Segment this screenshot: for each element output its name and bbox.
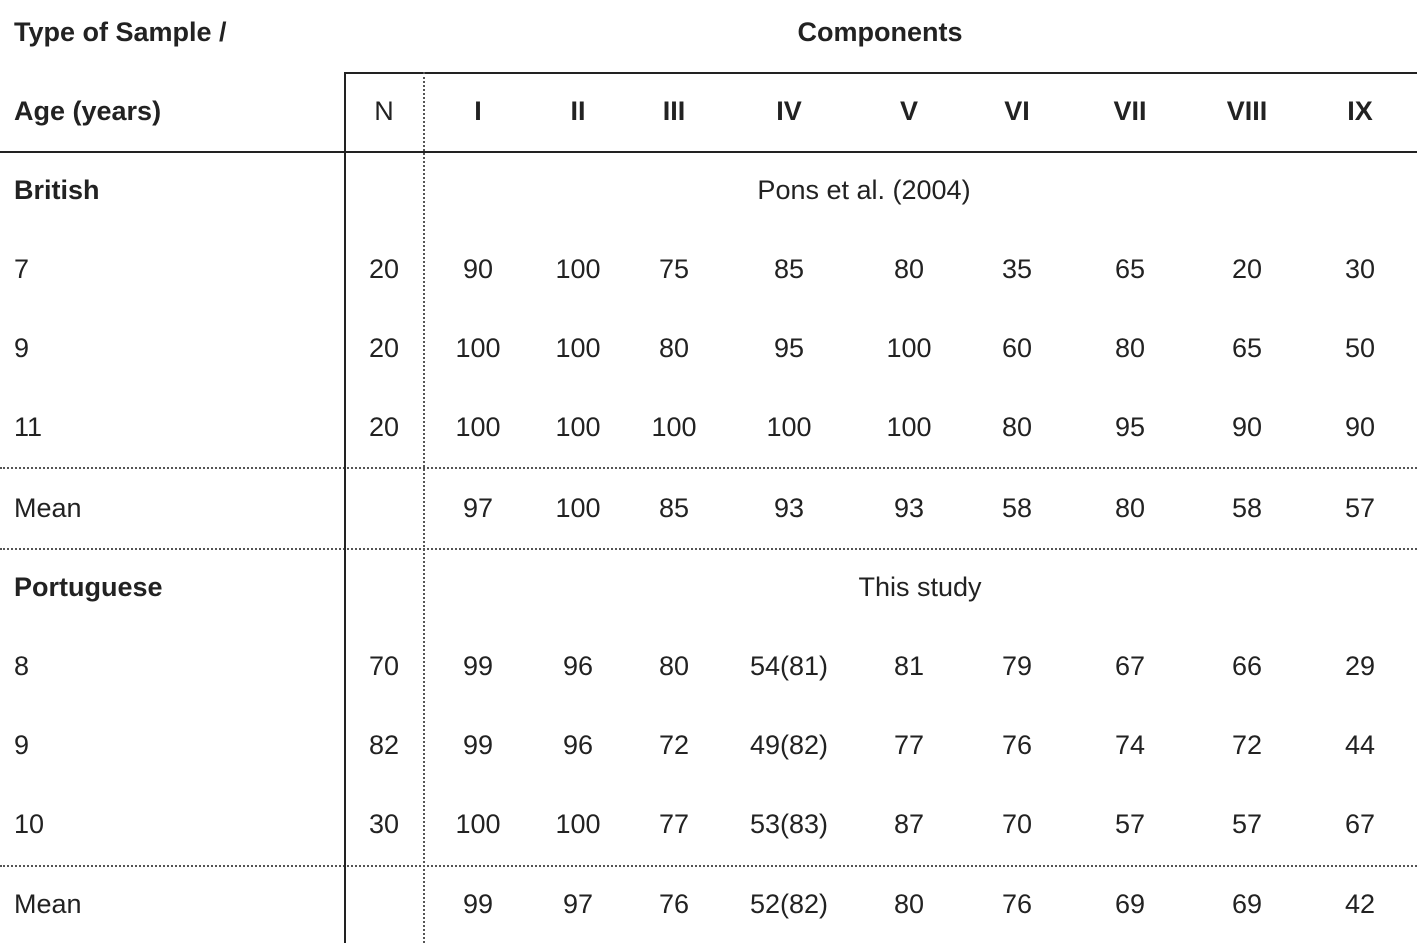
table-cell: 100 xyxy=(555,412,601,442)
table-cell: 44 xyxy=(1344,730,1376,760)
mean-cell: 76 xyxy=(1001,889,1033,919)
table-cell: 100 xyxy=(555,809,601,839)
column-header-component: VIII xyxy=(1226,96,1268,126)
column-header-n: N xyxy=(374,96,394,126)
row-age: 8 xyxy=(14,651,30,681)
mean-cell: 93 xyxy=(893,493,925,523)
table-cell: 100 xyxy=(555,333,601,363)
table-cell: 49(82) xyxy=(749,730,829,760)
table-cell: 100 xyxy=(455,809,501,839)
row-label-header-line2: Age (years) xyxy=(14,96,162,126)
mean-cell: 80 xyxy=(1114,493,1146,523)
mean-cell: 99 xyxy=(462,889,494,919)
table-cell: 80 xyxy=(893,254,925,284)
section-source: This study xyxy=(858,572,982,602)
table-cell: 90 xyxy=(1231,412,1263,442)
table-cell: 35 xyxy=(1001,254,1033,284)
section-divider xyxy=(0,548,1417,550)
row-label-column-divider xyxy=(344,72,346,943)
mean-cell: 97 xyxy=(562,889,594,919)
section-name: British xyxy=(14,175,100,205)
row-n: 20 xyxy=(368,254,400,284)
header-top-rule xyxy=(345,72,1417,74)
table-cell: 30 xyxy=(1344,254,1376,284)
row-n: 30 xyxy=(368,809,400,839)
table-cell: 65 xyxy=(1231,333,1263,363)
mean-cell: 69 xyxy=(1231,889,1263,919)
table-cell: 76 xyxy=(1001,730,1033,760)
mean-cell: 97 xyxy=(462,493,494,523)
column-header-component: IX xyxy=(1347,96,1373,126)
row-age: 9 xyxy=(14,730,30,760)
column-header-component: II xyxy=(570,96,586,126)
column-header-component: VI xyxy=(1004,96,1030,126)
table-cell: 74 xyxy=(1114,730,1146,760)
table-cell: 57 xyxy=(1114,809,1146,839)
table-cell: 80 xyxy=(658,651,690,681)
mean-cell: 58 xyxy=(1231,493,1263,523)
table-cell: 81 xyxy=(893,651,925,681)
table-cell: 99 xyxy=(462,730,494,760)
row-n: 70 xyxy=(368,651,400,681)
table-cell: 72 xyxy=(1231,730,1263,760)
table-cell: 100 xyxy=(766,412,812,442)
table-cell: 79 xyxy=(1001,651,1033,681)
header-bottom-rule xyxy=(0,151,1417,153)
table-cell: 20 xyxy=(1231,254,1263,284)
table-cell: 95 xyxy=(773,333,805,363)
mean-cell: 100 xyxy=(555,493,601,523)
table-cell: 90 xyxy=(462,254,494,284)
table-cell: 66 xyxy=(1231,651,1263,681)
row-age: 11 xyxy=(14,412,43,442)
table-cell: 100 xyxy=(455,333,501,363)
n-column-divider xyxy=(423,72,425,943)
mean-label: Mean xyxy=(14,889,82,919)
table-cell: 80 xyxy=(1001,412,1033,442)
mean-cell: 42 xyxy=(1344,889,1376,919)
table-cell: 96 xyxy=(562,730,594,760)
column-header-component: V xyxy=(899,96,919,126)
table-cell: 65 xyxy=(1114,254,1146,284)
section-name: Portuguese xyxy=(14,572,163,602)
table-cell: 85 xyxy=(773,254,805,284)
table-cell: 75 xyxy=(658,254,690,284)
table-cell: 95 xyxy=(1114,412,1146,442)
table-cell: 100 xyxy=(886,333,932,363)
row-label-header-line1: Type of Sample / xyxy=(14,17,227,47)
table-cell: 60 xyxy=(1001,333,1033,363)
table-cell: 50 xyxy=(1344,333,1376,363)
components-title: Components xyxy=(797,17,963,47)
mean-cell: 80 xyxy=(893,889,925,919)
table-cell: 54(81) xyxy=(749,651,829,681)
mean-cell: 76 xyxy=(658,889,690,919)
table-cell: 67 xyxy=(1114,651,1146,681)
section-divider xyxy=(0,865,1417,867)
table-cell: 100 xyxy=(886,412,932,442)
mean-cell: 69 xyxy=(1114,889,1146,919)
table-cell: 99 xyxy=(462,651,494,681)
section-source: Pons et al. (2004) xyxy=(757,175,971,205)
table-cell: 80 xyxy=(1114,333,1146,363)
mean-label: Mean xyxy=(14,493,82,523)
row-n: 20 xyxy=(368,412,400,442)
column-header-component: IV xyxy=(776,96,802,126)
table-cell: 100 xyxy=(455,412,501,442)
mean-cell: 93 xyxy=(773,493,805,523)
table-cell: 80 xyxy=(658,333,690,363)
table-cell: 77 xyxy=(893,730,925,760)
section-divider xyxy=(0,467,1417,469)
table-cell: 90 xyxy=(1344,412,1376,442)
mean-cell: 58 xyxy=(1001,493,1033,523)
mean-cell: 52(82) xyxy=(749,889,829,919)
table-cell: 87 xyxy=(893,809,925,839)
table-cell: 77 xyxy=(658,809,690,839)
table-cell: 100 xyxy=(651,412,697,442)
table-cell: 57 xyxy=(1231,809,1263,839)
row-age: 10 xyxy=(14,809,45,839)
row-n: 20 xyxy=(368,333,400,363)
table-cell: 100 xyxy=(555,254,601,284)
column-header-component: III xyxy=(662,96,686,126)
table-cell: 67 xyxy=(1344,809,1376,839)
mean-cell: 85 xyxy=(658,493,690,523)
row-n: 82 xyxy=(368,730,400,760)
column-header-component: I xyxy=(474,96,482,126)
table-cell: 70 xyxy=(1001,809,1033,839)
table-cell: 53(83) xyxy=(749,809,829,839)
row-age: 7 xyxy=(14,254,30,284)
row-age: 9 xyxy=(14,333,30,363)
mean-cell: 57 xyxy=(1344,493,1376,523)
table-cell: 72 xyxy=(658,730,690,760)
table-cell: 29 xyxy=(1344,651,1376,681)
column-header-component: VII xyxy=(1113,96,1147,126)
table-cell: 96 xyxy=(562,651,594,681)
